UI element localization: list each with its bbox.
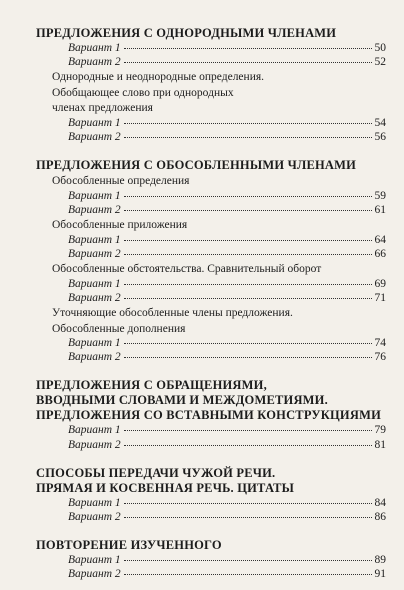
toc-page-number: 59 [374, 189, 386, 202]
toc-dot-leader [124, 123, 372, 124]
toc-entry-label: Вариант 1 [68, 496, 121, 509]
toc-section [36, 538, 386, 581]
section-title: ПРЕДЛОЖЕНИЯ СО ВСТАВНЫМИ КОНСТРУКЦИЯМИ [36, 408, 381, 423]
toc-dot-leader [124, 560, 372, 561]
subsection-title: Обособленные обстоятельства. Сравнительный оборот [52, 263, 322, 276]
toc-page-number: 89 [374, 554, 386, 567]
toc-entry [68, 247, 386, 261]
toc-entry [68, 336, 386, 350]
subsection-title: Обособленные определения [52, 175, 190, 188]
toc-page-number: 91 [374, 568, 386, 581]
toc-section [36, 158, 386, 364]
toc-entry [68, 510, 386, 524]
toc-page-number: 79 [374, 424, 386, 437]
toc-entry-label: Вариант 2 [68, 204, 121, 217]
subsection-title: Обособленные дополнения [52, 322, 186, 335]
toc-dot-leader [124, 574, 372, 575]
subsection-title: Однородные и неоднородные определения. [52, 71, 265, 84]
toc-dot-leader [124, 240, 372, 241]
toc-page-number: 64 [374, 233, 386, 246]
toc-entry-label: Вариант 2 [68, 291, 121, 304]
toc-entry-label: Вариант 2 [68, 568, 121, 581]
toc-page-number: 69 [374, 277, 386, 290]
toc-entry-label: Вариант 1 [68, 337, 121, 350]
toc-entry [68, 350, 386, 364]
toc-dot-leader [124, 503, 372, 504]
toc-entry [68, 203, 386, 217]
toc-entry [68, 116, 386, 130]
toc-entry-label: Вариант 2 [68, 247, 121, 260]
toc-entry-label: Вариант 1 [68, 554, 121, 567]
toc-entry [68, 233, 386, 247]
toc-page-number: 61 [374, 204, 386, 217]
toc-dot-leader [124, 445, 372, 446]
toc-page-number: 56 [374, 131, 386, 144]
toc-entry [68, 567, 386, 581]
toc-page-number: 52 [374, 56, 386, 69]
toc-entry [68, 41, 386, 55]
toc-dot-leader [124, 517, 372, 518]
toc-dot-leader [124, 254, 372, 255]
toc-dot-leader [124, 343, 372, 344]
toc-entry-label: Вариант 1 [68, 116, 121, 129]
toc-page-number: 66 [374, 247, 386, 260]
toc-entry [68, 291, 386, 305]
section-title: СПОСОБЫ ПЕРЕДАЧИ ЧУЖОЙ РЕЧИ. [36, 465, 276, 480]
toc-dot-leader [124, 298, 372, 299]
toc-page-number: 76 [374, 351, 386, 364]
toc-entry-label: Вариант 2 [68, 511, 121, 524]
toc-section [36, 26, 386, 144]
toc-page-number: 84 [374, 496, 386, 509]
toc-entry-label: Вариант 2 [68, 351, 121, 364]
toc-page-number: 71 [374, 291, 386, 304]
toc-entry-label: Вариант 1 [68, 42, 121, 54]
section-gap [36, 528, 386, 538]
toc-page-number: 86 [374, 511, 386, 524]
subsection-title: Уточняющие обособленные члены предложения. [52, 307, 293, 320]
toc-entry-label: Вариант 1 [68, 189, 121, 202]
toc-entry [68, 438, 386, 452]
section-title: ВВОДНЫМИ СЛОВАМИ И МЕЖДОМЕТИЯМИ. [36, 393, 328, 408]
toc-page-number: 81 [374, 438, 386, 451]
toc-page-number: 74 [374, 337, 386, 350]
toc-entry [68, 130, 386, 144]
subsection-title: членах предложения [52, 102, 153, 115]
section-title: ПРЯМАЯ И КОСВЕННАЯ РЕЧЬ. ЦИТАТЫ [36, 480, 295, 495]
section-title: ПРЕДЛОЖЕНИЯ С ОДНОРОДНЫМИ ЧЛЕНАМИ [36, 26, 337, 40]
toc-entry [68, 277, 386, 291]
toc-entry [68, 189, 386, 203]
toc-section [36, 378, 386, 451]
toc-dot-leader [124, 196, 372, 197]
toc-entry [68, 423, 386, 437]
subsection-title: Обобщающее слово при однородных [52, 86, 234, 99]
toc-page-number: 54 [374, 116, 386, 129]
section-gap [36, 456, 386, 466]
toc-entry [68, 55, 386, 69]
toc-entry-label: Вариант 2 [68, 438, 121, 451]
toc-entry-label: Вариант 2 [68, 131, 121, 144]
toc-entry-label: Вариант 1 [68, 424, 121, 437]
toc-entry [68, 553, 386, 567]
section-gap [36, 368, 386, 378]
toc-dot-leader [124, 430, 372, 431]
section-title: ПРЕДЛОЖЕНИЯ С ОБОСОБЛЕННЫМИ ЧЛЕНАМИ [36, 158, 357, 173]
toc-dot-leader [124, 48, 372, 49]
section-gap [36, 148, 386, 158]
section-title: ПРЕДЛОЖЕНИЯ С ОБРАЩЕНИЯМИ, [36, 378, 267, 393]
toc-entry-label: Вариант 1 [68, 233, 121, 246]
section-title: ПОВТОРЕНИЕ ИЗУЧЕННОГО [36, 538, 222, 553]
toc-dot-leader [124, 357, 372, 358]
toc-page-number: 50 [374, 42, 386, 54]
toc-dot-leader [124, 62, 372, 63]
toc-entry [68, 496, 386, 510]
toc-dot-leader [124, 284, 372, 285]
toc-dot-leader [124, 210, 372, 211]
toc-section [36, 466, 386, 524]
toc-dot-leader [124, 137, 372, 138]
subsection-title: Обособленные приложения [52, 219, 188, 232]
toc-entry-label: Вариант 2 [68, 56, 121, 69]
toc-entry-label: Вариант 1 [68, 277, 121, 290]
